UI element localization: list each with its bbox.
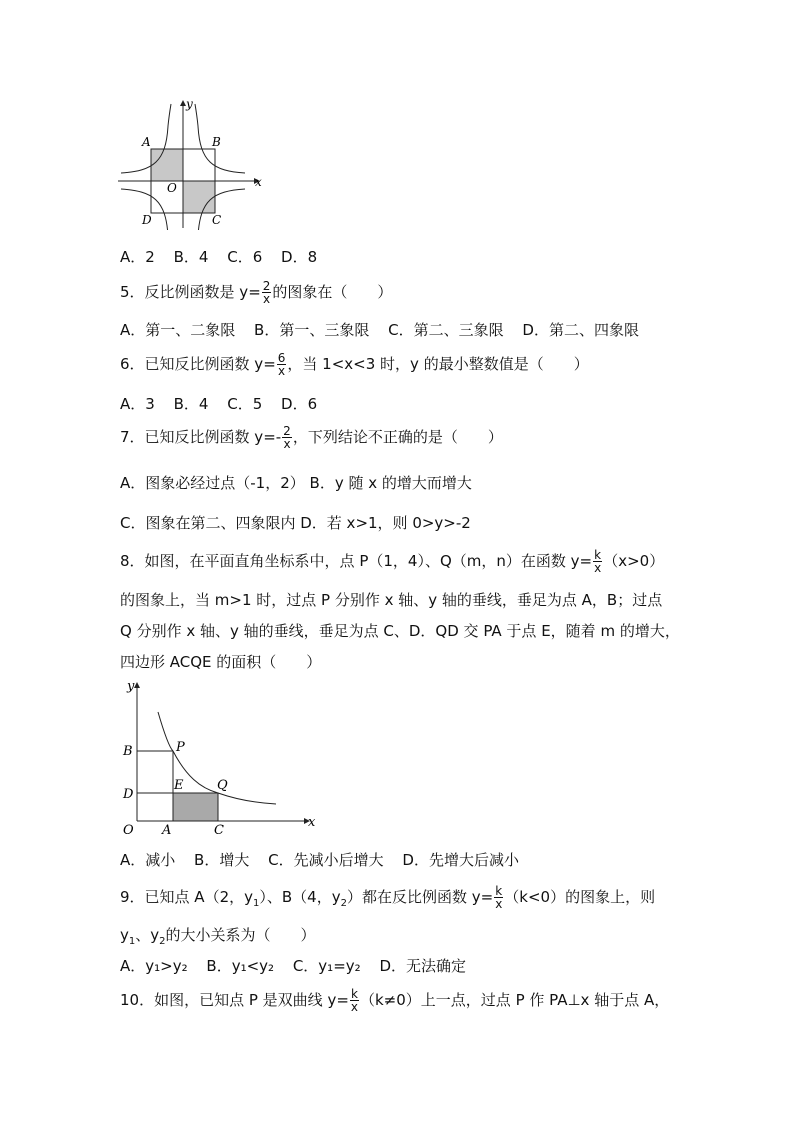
q7-stem-pre: 7．已知反比例函数 y=-: [120, 428, 282, 446]
q9-options: [120, 955, 480, 977]
q9-line2-c: 的大小关系为（ ）: [165, 926, 316, 944]
q5-option-d[interactable]: D．第二、四象限: [522, 321, 639, 339]
q9-stem-mid: ）、B（4，y: [259, 888, 341, 906]
q10-stem-pre: 10．如图，已知点 P 是双曲线 y=: [120, 991, 349, 1009]
q5-numerator: 2: [262, 279, 271, 293]
q9-option-a[interactable]: A．y₁>y₂: [120, 957, 188, 975]
shaded-quadrilateral-acqe: [173, 793, 218, 821]
q6-stem-post: ，当 1<x<3 时，y 的最小整数值是（ ）: [287, 355, 589, 373]
q9-line2-sub-1: 1: [128, 936, 136, 947]
fig2-label-c: C: [214, 823, 224, 838]
q9-line2-sub-2: 2: [159, 936, 166, 947]
q8-option-a[interactable]: A．减小: [120, 851, 176, 869]
q8-option-b[interactable]: B．增大: [194, 851, 250, 869]
q8-stem-pre: 8．如图，在平面直角坐标系中，点 P（1，4）、Q（m，n）在函数 y=: [120, 552, 593, 570]
q9-line2-b: 、y: [135, 926, 160, 944]
q6-option-c[interactable]: C．5: [227, 395, 263, 413]
q5-stem: [120, 280, 392, 305]
q4-option-a[interactable]: A．2: [120, 248, 155, 266]
shaded-square-c: [183, 181, 215, 213]
fig1-label-d: D: [142, 213, 152, 227]
q7-fraction: [282, 425, 292, 450]
q9-sub-1: 1: [253, 898, 260, 909]
q5-stem-post: 的图象在（ ）: [272, 283, 393, 301]
q7-denominator: x: [283, 437, 291, 451]
fig2-label-y: y: [127, 679, 135, 694]
q10-numerator: k: [350, 987, 358, 1001]
q8-stem-post: （x>0）: [603, 552, 665, 570]
q9-option-c[interactable]: C．y₁=y₂: [292, 957, 361, 975]
q7-stem-post: ，下列结论不正确的是（ ）: [292, 428, 503, 446]
q6-fraction: [277, 352, 287, 377]
q6-option-b[interactable]: B．4: [173, 395, 209, 413]
q4-options: [120, 246, 331, 268]
fig2-label-x: x: [308, 815, 316, 830]
fig2-label-q: Q: [217, 778, 228, 793]
q6-denominator: x: [278, 364, 286, 378]
figure-1-hyperbola-squares: [118, 96, 268, 230]
shaded-square-a: [151, 149, 183, 181]
fig1-label-c: C: [212, 213, 222, 227]
q7-stem: [120, 425, 503, 450]
q9-stem-line2: [120, 924, 316, 953]
q5-stem-pre: 5．反比例函数是 y=: [120, 283, 261, 301]
q10-stem: [120, 988, 669, 1013]
q8-numerator: k: [594, 548, 602, 562]
q8-denominator: x: [594, 561, 602, 575]
q9-option-d[interactable]: D．无法确定: [379, 957, 466, 975]
fig2-label-d: D: [123, 787, 134, 802]
fig1-label-b: B: [212, 135, 221, 149]
q8-option-d[interactable]: D．先增大后减小: [402, 851, 519, 869]
y-axis-arrow: [134, 682, 140, 688]
q4-option-b[interactable]: B．4: [173, 248, 209, 266]
fig2-label-e: E: [174, 778, 184, 793]
fig1-label-x: x: [255, 175, 262, 189]
q5-option-c[interactable]: C．第二、三象限: [388, 321, 504, 339]
q10-fraction: [350, 988, 359, 1013]
q8-options: [120, 849, 533, 871]
q9-stem-line1: [120, 885, 655, 915]
q5-fraction: [262, 280, 272, 305]
q6-options: [120, 393, 331, 415]
q5-option-b[interactable]: B．第一、三象限: [254, 321, 370, 339]
q6-numerator: 6: [277, 351, 286, 365]
fig2-label-a: A: [162, 823, 172, 838]
q10-stem-post: （k≠0）上一点，过点 P 作 PA⊥x 轴于点 A，: [360, 991, 670, 1009]
q9-option-b[interactable]: B．y₁<y₂: [206, 957, 275, 975]
q9-stem-pre: 9．已知点 A（2，y: [120, 888, 253, 906]
fig2-label-b: B: [123, 744, 133, 759]
q9-denominator: x: [495, 897, 503, 911]
q9-stem-mid2: ）都在反比例函数 y=: [346, 888, 494, 906]
q9-numerator: k: [495, 884, 503, 898]
q5-options: [120, 319, 653, 341]
q6-stem: [120, 352, 589, 377]
fig2-label-o: O: [123, 823, 134, 838]
fig2-label-p: P: [176, 740, 185, 755]
fig1-label-o: O: [167, 181, 177, 195]
q9-sub-2: 2: [340, 898, 347, 909]
q4-option-c[interactable]: C．6: [227, 248, 263, 266]
q8-option-c[interactable]: C．先减小后增大: [268, 851, 384, 869]
fig1-label-y: y: [186, 97, 193, 111]
q9-stem-post: （k<0）的图象上，则: [504, 888, 656, 906]
q5-option-a[interactable]: A．第一、二象限: [120, 321, 236, 339]
q9-fraction: [494, 885, 503, 910]
q8-stem-line3: Q 分别作 x 轴、y 轴的垂线，垂足为点 C、D．QD 交 PA 于点 E，随着 m 的增大，: [120, 622, 680, 640]
q7-options-cd[interactable]: C．图象在第二、四象限内 D．若 x>1，则 0>y>-2: [120, 514, 471, 532]
figure-2-coordinate-hyperbola: [118, 676, 318, 838]
q4-option-d[interactable]: D．8: [281, 248, 318, 266]
q6-option-a[interactable]: A．3: [120, 395, 155, 413]
q6-stem-pre: 6．已知反比例函数 y=: [120, 355, 276, 373]
q8-stem-line1: [120, 549, 664, 574]
q5-denominator: x: [263, 292, 271, 306]
q10-denominator: x: [350, 1000, 358, 1014]
q8-fraction: [593, 549, 602, 574]
q8-stem-line4: 四边形 ACQE 的面积（ ）: [120, 653, 322, 671]
q8-stem-line2: 的图象上，当 m>1 时，过点 P 分别作 x 轴、y 轴的垂线，垂足为点 A，B；过点: [120, 591, 663, 609]
q7-numerator: 2: [283, 424, 291, 438]
fig1-label-a: A: [142, 135, 151, 149]
q7-options-ab[interactable]: A．图象必经过点（-1，2） B．y 随 x 的增大而增大: [120, 474, 472, 492]
q9-line2-a: y: [120, 926, 129, 944]
q6-option-d[interactable]: D．6: [281, 395, 318, 413]
